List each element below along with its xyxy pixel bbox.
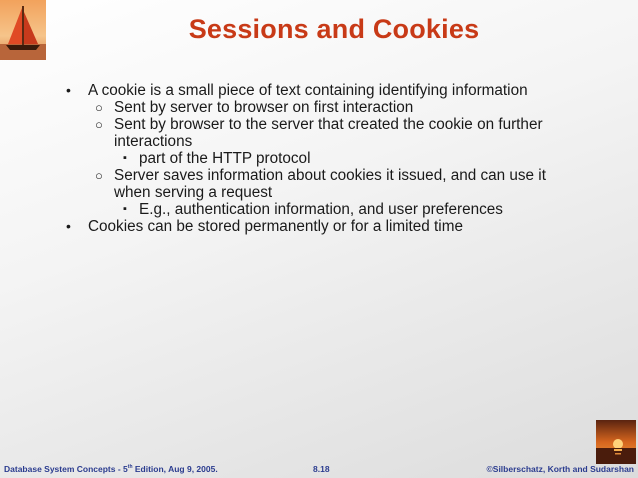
bullet-item <box>66 167 586 201</box>
bullet-text: A cookie is a small piece of text containing identifying information <box>88 82 528 99</box>
footer-edition-sup: th <box>127 464 133 471</box>
bullet-text: E.g., authentication information, and user preferences <box>139 201 503 218</box>
bullet-text: Sent by browser to the server that created the cookie on further interactions <box>114 116 543 150</box>
bullet-marker: ○ <box>95 100 103 115</box>
bullet-item <box>66 99 586 116</box>
footer-book-info <box>4 464 218 474</box>
footer-page-number: 8.18 <box>313 464 330 474</box>
bullet-item <box>66 150 586 167</box>
footer-book: Database System Concepts - 5 <box>4 464 128 474</box>
footer-edition: Edition, Aug 9, 2005. <box>132 464 218 474</box>
footer-copyright: ©Silberschatz, Korth and Sudarshan <box>486 464 634 474</box>
bullet-item <box>66 116 586 150</box>
slide-title: Sessions and Cookies <box>188 14 480 44</box>
bullet-list <box>66 82 586 235</box>
bullet-marker: ○ <box>95 117 103 132</box>
bullet-text: part of the HTTP protocol <box>139 150 311 167</box>
bullet-marker: • <box>66 218 71 234</box>
bullet-item <box>66 218 586 235</box>
bullet-marker: ▪ <box>123 203 127 215</box>
bullet-marker: • <box>66 82 71 98</box>
bullet-text: Cookies can be stored permanently or for a limited time <box>88 218 463 235</box>
bullet-marker: ▪ <box>123 152 127 164</box>
bullet-text: Server saves information about cookies it issued, and can use it when serving a request <box>114 167 546 201</box>
bullet-item <box>66 201 586 218</box>
slide-footer <box>0 464 638 478</box>
bullet-marker: ○ <box>95 168 103 183</box>
bullet-item <box>66 82 586 99</box>
sunset-logo-icon <box>596 420 636 464</box>
bullet-text: Sent by server to browser on first interaction <box>114 99 414 116</box>
